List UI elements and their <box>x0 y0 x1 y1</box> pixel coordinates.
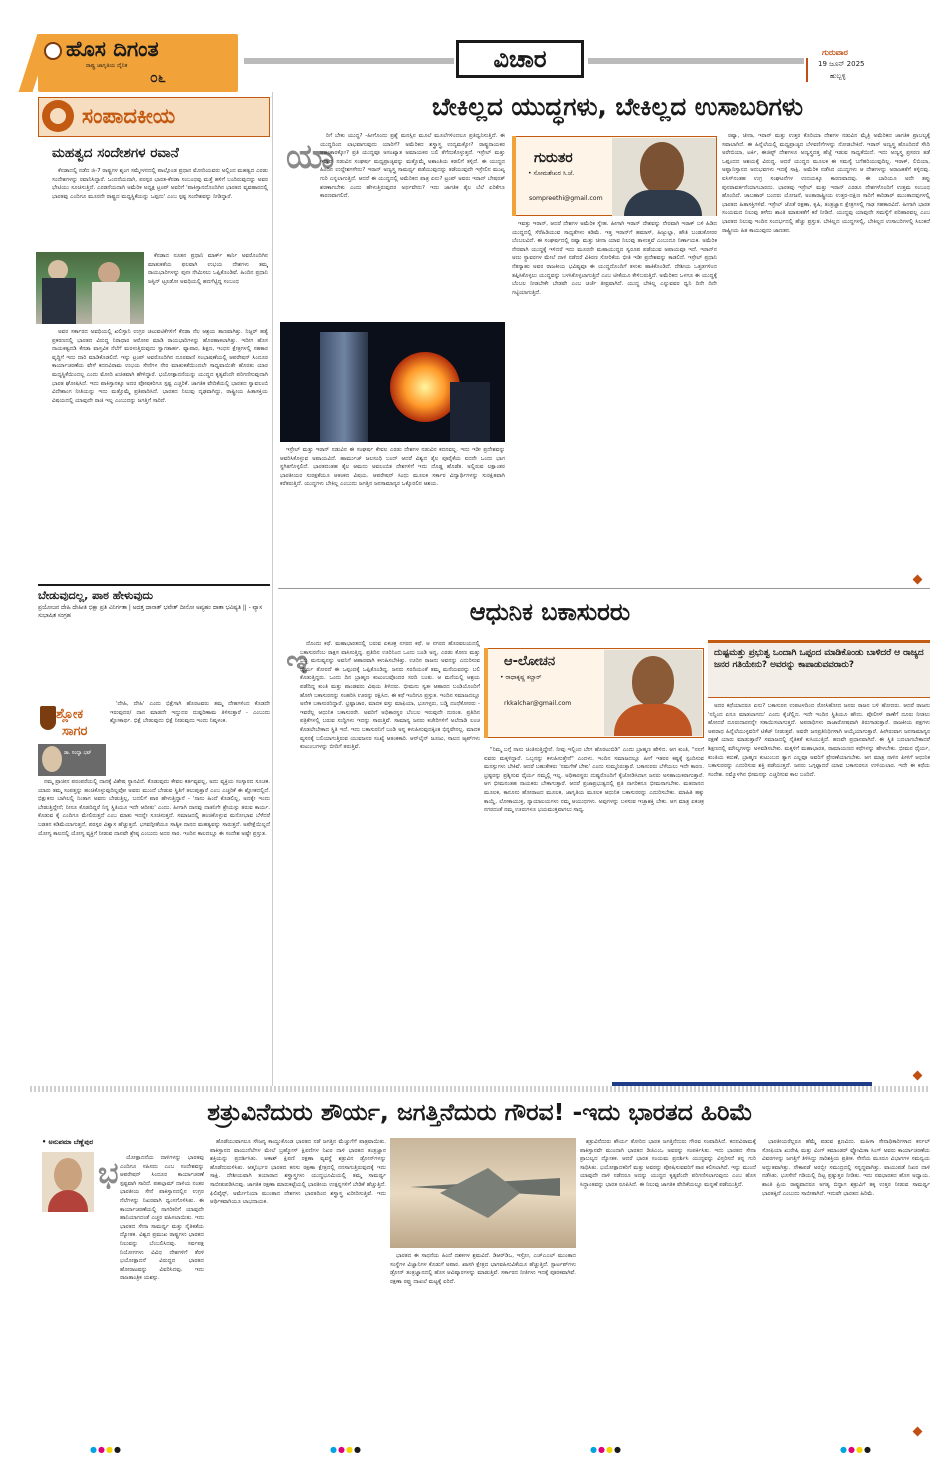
column-divider <box>272 92 273 1087</box>
editorial-headline: ಮಹತ್ವದ ಸಂದೇಶಗಳ ರವಾನೆ <box>52 145 179 161</box>
article-1-dropcap: ಯಾ <box>286 137 335 177</box>
issue-day: ಗುರುವಾರ <box>822 48 848 57</box>
author-name: • ರಾಧಾಕೃಷ್ಣ ಕಲ್ಚಾರ್ <box>500 674 542 681</box>
masthead-rule-left <box>244 58 454 64</box>
column-name: ಗುರುತರ <box>534 150 573 166</box>
author-name: • ಅನುಪಮಾ ಬೆಣ್ಣೆಪುರ <box>42 1138 94 1146</box>
shloka-verse: ಪ್ರಯೋಜನ ದೇಹಿ ದೇಹೀತಿ ಭಿಕ್ಷಾ ಪ್ರತಿ ವಿನಿರ್ಗತಾ | ಅದತ್ತ ದಾನಾತ್ ಭವೇತ್ ದೀನೋ ಅಪ್ಯಹಂ ದಾತಾ ಭವಿಷ್ಯತಿ || - ವ್ಯಾಸ ಸುಭಾಷಿತ ಸಂಗ್ರಹ <box>38 605 263 619</box>
article-1-column-3 <box>722 132 930 582</box>
editorial-text: ಕೆನಡಾದ ನೂತನ ಪ್ರಧಾನಿ ಮಾರ್ಕ್ ಕಾರ್ನಿ ಅವರೊಂದಿಗಿನ ಮಾತುಕತೆಯ ಫಲವಾಗಿ ಉಭಯ ದೇಶಗಳು ತಮ್ಮ ರಾಯಭಾರಿಗಳನ್ನು ಪುನಃ ನೇಮಿಸಲು ಒಪ್ಪಿಕೊಂಡಿವೆ. ಹಿಂದಿನ ಪ್ರಧಾನಿ ಜಸ್ಟಿನ್ ಟ್ರೂಡೋ ಅವಧಿಯಲ್ಲಿ ಹದಗೆಟ್ಟಿದ್ದ ಸಂಬಂಧ <box>148 253 268 285</box>
article-text: ಹೊಡೆಯುವಾಗಲೂ ಸೌಜನ್ಯ ಕಾಯ್ದುಕೊಂಡ ಭಾರತದ ನಡೆ ಜಗತ್ತಿನ ಮೆಚ್ಚುಗೆಗೆ ಪಾತ್ರವಾಯಿತು. ಪಾಕಿಸ್ತಾನದ ವಾಯುನೆಲೆಗಳ ಮೇಲೆ ಬ್ರಹ್ಮೋಸ್ ಕ್ಷಿಪಣಿಗಳ ನಿಖರ ದಾಳಿ ಭಾರತದ ತಂತ್ರಜ್ಞಾನ ಶಕ್ತಿಯನ್ನು ಪ್ರದರ್ಶಿಸಿತು. ಆಕಾಶ್ ಕ್ಷಿಪಣಿ ರಕ್ಷಣಾ ವ್ಯವಸ್ಥೆ ಶತ್ರುವಿನ ಡ್ರೋನ್‌ಗಳನ್ನು ಹೊಡೆದುರುಳಿಸಿತು. ಆತ್ಮನಿರ್ಭರ ಭಾರತದ ಕನಸು ರಕ್ಷಣಾ ಕ್ಷೇತ್ರದಲ್ಲಿ ನನಸಾಗುತ್ತಿರುವುದಕ್ಕೆ ಇದು ಸಾಕ್ಷಿ. ದೇಶೀಯವಾಗಿ ತಯಾರಾದ ಶಸ್ತ್ರಾಸ್ತ್ರಗಳು ಯುದ್ಧಭೂಮಿಯಲ್ಲಿ ತಮ್ಮ ಸಾಮರ್ಥ್ಯ ಸಾಬೀತುಪಡಿಸಿದವು. ಜಾಗತಿಕ ರಕ್ಷಣಾ ಮಾರುಕಟ್ಟೆಯಲ್ಲಿ ಭಾರತೀಯ ಉತ್ಪನ್ನಗಳಿಗೆ ಬೇಡಿಕೆ ಹೆಚ್ಚುತ್ತಿದೆ. ಫಿಲಿಪೈನ್ಸ್, ಅರ್ಮೇನಿಯಾ ಮುಂತಾದ ದೇಶಗಳು ಭಾರತದಿಂದ ಶಸ್ತ್ರಾಸ್ತ್ರ ಖರೀದಿಸುತ್ತಿವೆ. ಇದು ಆರ್ಥಿಕವಾಗಿಯೂ ಲಾಭದಾಯಕ. <box>210 1139 386 1206</box>
article-text: ಭಾರತೀಯರೆಲ್ಲರೂ ಹೆಮ್ಮೆ ಪಡುವ ಕ್ಷಣವಿದು. ಮಹಿಳಾ ಸೇನಾಧಿಕಾರಿಗಳಾದ ಕರ್ನಲ್ ಸೋಫಿಯಾ ಖುರೇಷಿ ಮತ್ತು ವಿಂಗ್ ಕಮಾಂಡರ್ ವ್ಯೋಮಿಕಾ ಸಿಂಗ್ ಅವರು ಕಾರ್ಯಾಚರಣೆಯ ವಿವರಗಳನ್ನು ಜಗತ್ತಿಗೆ ತಿಳಿಸಿದ್ದು ನಾರಿಶಕ್ತಿಯ ಪ್ರತೀಕ. ಸೇನೆಯ ಮೂರೂ ವಿಭಾಗಗಳ ಸಮನ್ವಯ ಅದ್ಭುತವಾಗಿತ್ತು. ನೌಕಾಪಡೆ ಅರಬ್ಬೀ ಸಮುದ್ರದಲ್ಲಿ ಸನ್ನದ್ಧವಾಗಿತ್ತು. ವಾಯುಪಡೆ ನಿಖರ ದಾಳಿ ನಡೆಸಿತು. ಭೂಸೇನೆ ಗಡಿಯಲ್ಲಿ ದಿಟ್ಟ ಪ್ರತ್ಯುತ್ತರ ನೀಡಿತು. ಇದು ನವಭಾರತದ ಹೊಸ ಅಧ್ಯಾಯ. ಶಾಂತಿ ಪ್ರಿಯ ರಾಷ್ಟ್ರವಾದರೂ ಅಗತ್ಯ ಬಿದ್ದಾಗ ಶತ್ರುವಿಗೆ ತಕ್ಕ ಉತ್ತರ ನೀಡುವ ಸಾಮರ್ಥ್ಯ ಭಾರತಕ್ಕಿದೆ ಎಂಬುದು ಸಾಬೀತಾಗಿದೆ. ಇದುವೇ ಭಾರತದ ಹಿರಿಮೆ. <box>762 1139 930 1197</box>
article-text: ದೊಂದು ಕಥೆ. ಮಹಾಭಾರತದಲ್ಲಿ ಬರುವ ಏಕಚಕ್ರ ನಗರದ ಕಥೆ. ಆ ನಗರದ ಹೊರವಲಯದಲ್ಲಿ ಬಕಾಸುರನೆಂಬ ರಾಕ್ಷಸ ವಾಸಿಸುತ್ತಿದ್ದ. ಪ್ರತಿದಿನ ಊರಿನಿಂದ ಒಂದು ಬಂಡಿ ಅನ್ನ, ಎರಡು ಕೋಣ ಮತ್ತು ಒಬ್ಬ ಮನುಷ್ಯನನ್ನು ಅವನಿಗೆ ಆಹಾರವಾಗಿ ಕಳುಹಿಸಬೇಕಿತ್ತು. ಊರಿನ ರಾಜನು ಅವನನ್ನು ಎದುರಿಸುವ ಧೈರ್ಯ ತೋರದೆ ಈ ಒಪ್ಪಂದಕ್ಕೆ ಒಪ್ಪಿಕೊಂಡಿದ್ದ. ಜನರು ಸರದಿಯಂತೆ ತಮ್ಮ ಮನೆಯವರನ್ನು ಬಲಿ ಕೊಡುತ್ತಿದ್ದರು. ಒಂದು ದಿನ ಬ್ರಾಹ್ಮಣ ಕುಟುಂಬವೊಂದರ ಸರದಿ ಬಂತು. ಆ ಮನೆಯಲ್ಲಿ ಆಶ್ರಯ ಪಡೆದಿದ್ದ ಕುಂತಿ ಮತ್ತು ಪಾಂಡವರು ವಿಷಯ ತಿಳಿದರು. ಭೀಮನು ಸ್ವತಃ ಆಹಾರದ ಬಂಡಿಯೊಂದಿಗೆ ಹೋಗಿ ಬಕಾಸುರನನ್ನು ಸಂಹರಿಸಿ ಊರನ್ನು ರಕ್ಷಿಸಿದ. ಈ ಕಥೆ ಇಂದಿಗೂ ಪ್ರಸ್ತುತ. ಇಂದಿನ ಸಮಾಜದಲ್ಲೂ ಅನೇಕ ಬಕಾಸುರರಿದ್ದಾರೆ. ಭ್ರಷ್ಟಾಚಾರ, ಮಾದಕ ವಸ್ತು ಮಾಫಿಯಾ, ಭೂಗಳ್ಳರು, ಬಡ್ಡಿ ದಂಧೆಕೋರರು - ಇವರೆಲ್ಲ ಆಧುನಿಕ ಬಕಾಸುರರೇ. ಅವರಿಗೆ ಅಧಿಕಾರಸ್ಥರ ಬೆಂಬಲ ಇರುವುದೇ ದುರಂತ. ಪ್ರತಿದಿನ ಪತ್ರಿಕೆಗಳಲ್ಲಿ ಬರುವ ಸುದ್ದಿಗಳು ಇದನ್ನು ಸಾರುತ್ತಿವೆ. ಸಾಮಾನ್ಯ ಜನರು ಕಚೇರಿಗಳಿಗೆ ಅಲೆದಾಡಿ ಲಂಚ ಕೊಡಲೇಬೇಕಾದ ಸ್ಥಿತಿ ಇದೆ. ಇದು ಬಕಾಸುರನಿಗೆ ಬಂಡಿ ಅನ್ನ ಕಳುಹಿಸುವುದಕ್ಕಿಂತ ಭಿನ್ನವೇನಲ್ಲ. ಮಾದಕ ವ್ಯಸನಕ್ಕೆ ಬಲಿಯಾಗುತ್ತಿರುವ ಯುವಜನರ ಸಂಖ್ಯೆ ಆತಂಕಕಾರಿ. ಆನ್‌ಲೈನ್ ಜೂಜು, ಸಾಲದ ಆ್ಯಪ್‌ಗಳು ಕುಟುಂಬಗಳನ್ನು ಬೀದಿಗೆ ತರುತ್ತಿವೆ. <box>300 641 480 751</box>
author-name: • ಸೋಮಶೇಖರ ಸಿ.ಜೆ. <box>528 170 575 177</box>
shloka-text: 'ದೇಹಿ, ದೇಹಿ' ಎಂದು ಭಿಕ್ಷೆಗಾಗಿ ಹೊರಟವರು ತಮ್ಮ ದೇಹಗಳಿಂದ ಕೊಡದೇ ಇರುವುದರ/ ದಾನ ಮಾಡದೇ ಇದ್ದುದರ ದುಷ್ಪರಿಣಾಮ ತಿಳಿಸುತ್ತಾರೆ - ಎಂಬುದು ಶ್ಲೋಕಾರ್ಥ. ಭಿಕ್ಷೆ ಬೇಡುವುದು ಭಿಕ್ಷೆ ನೀಡುವುದು ಇಂದು ನಿಷ್ಕಳಂಕ. <box>110 701 270 725</box>
section-title: ವಿಚಾರ <box>493 44 547 73</box>
column-name: ಆ-ಲೋಚನ <box>504 654 556 669</box>
masthead <box>0 0 945 92</box>
editorial-text: ಅವರ ಸರ್ಕಾರದ ಅವಧಿಯಲ್ಲಿ ಖಲಿಸ್ತಾನಿ ಉಗ್ರರ ಚಟುವಟಿಕೆಗಳಿಗೆ ಕೆನಡಾ ನೆಲ ಆಶ್ರಯ ತಾಣವಾಗಿತ್ತು. ನಿಜ್ಜರ್ ಹತ್ಯೆ ಪ್ರಕರಣದಲ್ಲಿ ಭಾರತದ ವಿರುದ್ಧ ನಿರಾಧಾರ ಆರೋಪ ಮಾಡಿ ರಾಯಭಾರಿಗಳನ್ನು ಹೊರಹಾಕಲಾಗಿತ್ತು. ಇದೀಗ ಹೊಸ ನಾಯಕತ್ವದಡಿ ಕೆನಡಾ ವಾಸ್ತವಿಕ ನೆಲೆಗೆ ಮರಳುತ್ತಿರುವುದು ಸ್ವಾಗತಾರ್ಹ. ವ್ಯಾಪಾರ, ಶಿಕ್ಷಣ, ಇಂಧನ ಕ್ಷೇತ್ರಗಳಲ್ಲಿ ಸಹಕಾರ ವೃದ್ಧಿಗೆ ಇದು ದಾರಿ ಮಾಡಿಕೊಡಲಿದೆ. ಇನ್ನು ಟ್ರಂಪ್ ಅವರೊಂದಿಗಿನ ದೂರವಾಣಿ ಸಂಭಾಷಣೆಯಲ್ಲಿ ಆಪರೇಷನ್ ಸಿಂದೂರ ಕಾರ್ಯಾಚರಣೆಯ ವೇಳೆ ಕದನವಿರಾಮ ಉಭಯ ಸೇನೆಗಳ ನೇರ ಮಾತುಕತೆಯಿಂದಲೇ ಸಾಧ್ಯವಾಯಿತೇ ಹೊರತು ಯಾರ ಮಧ್ಯಸ್ಥಿಕೆಯಿಂದಲ್ಲ ಎಂದು ಮೋದಿ ಖಚಿತವಾಗಿ ಹೇಳಿದ್ದಾರೆ. ಭಯೋತ್ಪಾದನೆಯನ್ನು ಯುದ್ಧದ ಕೃತ್ಯವೆಂದೇ ಪರಿಗಣಿಸುವುದಾಗಿ ಭಾರತ ಘೋಷಿಸಿದೆ. ಇದು ಪಾಕಿಸ್ತಾನಕ್ಕೂ ಅದರ ಪೋಷಕರಿಗೂ ಸ್ಪಷ್ಟ ಎಚ್ಚರಿಕೆ. ಜಾಗತಿಕ ವೇದಿಕೆಯಲ್ಲಿ ಭಾರತದ ಸ್ವಾವಲಂಬಿ ವಿದೇಶಾಂಗ ನೀತಿಯನ್ನು ಇದು ಮತ್ತೊಮ್ಮೆ ಪ್ರತಿಪಾದಿಸಿದೆ. ಭಾರತದ ನಿಲುವು ದೃಢವಾಗಿದ್ದು, ರಾಷ್ಟ್ರೀಯ ಹಿತಾಸಕ್ತಿಯ ವಿಷಯದಲ್ಲಿ ಯಾವುದೇ ರಾಜಿ ಇಲ್ಲ ಎಂಬುದನ್ನು ಜಗತ್ತಿಗೆ ಸಾರಿದೆ. <box>52 329 268 404</box>
shloka-author-name: ಡಾ. ಸಂಧ್ಯಾ ಭಟ್ <box>64 751 92 756</box>
editorial-paragraph-2 <box>148 252 268 326</box>
article-text: ರಿಗೆ ಬೇಕು ಯುದ್ಧ? -ಹೀಗೊಂದು ಪ್ರಶ್ನೆ ಮನಸ್ಸಿನ ಮೂಲೆ ಮೂಲೆಗಳಿಂದಲೂ ಪ್ರತಿಧ್ವನಿಸುತ್ತಿದೆ. ಈ ಯುದ್ಧದಿಂದ ಲಾಭವಾಗುವುದು ಯಾರಿಗೆ? ಅಮೆರಿಕದ ಶಸ್ತ್ರಾಸ್ತ್ರ ಉದ್ಯಮಕ್ಕೋ? ರಾಷ್ಟ್ರನಾಯಕರ ಅಹಂಕಾರಕ್ಕೋ? ಪ್ರತಿ ಯುದ್ಧವೂ ಅಸಂಖ್ಯಾತ ಅಮಾಯಕರ ಬಲಿ ತೆಗೆದುಕೊಳ್ಳುತ್ತದೆ. ಇಸ್ರೇಲ್ ಮತ್ತು ಇರಾನ್ ನಡುವಿನ ಸಂಘರ್ಷ ಮಧ್ಯಪ್ರಾಚ್ಯವನ್ನು ಮತ್ತೊಮ್ಮೆ ಅಶಾಂತಿಯ ಕಡಲಿಗೆ ತಳ್ಳಿದೆ. ಈ ಯುದ್ಧದ ಹಿಂದಿನ ಉದ್ದೇಶಗಳೇನು? ಇರಾನ್ ಅಣ್ವಸ್ತ್ರ ಸಾಮರ್ಥ್ಯ ಪಡೆಯುವುದನ್ನು ತಡೆಯುವುದೇ ಇಸ್ರೇಲಿನ ಮುಖ್ಯ ಗುರಿ ಎನ್ನಲಾಗುತ್ತಿದೆ. ಆದರೆ ಈ ಯುದ್ಧದಲ್ಲಿ ಅಮೆರಿಕದ ಪಾತ್ರ ಏನು? ಟ್ರಂಪ್ ಅವರು ಇರಾನ್ ಬೇಷರತ್ ಶರಣಾಗಬೇಕು ಎಂದು ಹೇಳುತ್ತಿರುವುದರ ಅರ್ಥವೇನು? ಇದು ಜಾಗತಿಕ ತೈಲ ಬೆಲೆ ಏರಿಕೆಗೂ ಕಾರಣವಾಗಲಿದೆ. <box>320 133 505 200</box>
author-photo <box>612 138 716 216</box>
shloka-title-1: ಶ್ಲೋಕ <box>56 707 84 722</box>
article-3-column-3 <box>390 1252 576 1434</box>
article-text: ಶತ್ರುವಿನೆದುರು ಶೌರ್ಯ ತೋರಿದ ಭಾರತ ಜಗತ್ತಿನೆದುರು ಗೌರವ ಸಂಪಾದಿಸಿದೆ. ಕದನವಿರಾಮಕ್ಕೆ ಪಾಕಿಸ್ತಾನವೇ ಮುಂದಾಗಿ ಭಾರತದ ಡಿಜಿಎಂಒ ಅವರನ್ನು ಸಂಪರ್ಕಿಸಿತು. ಇದು ಭಾರತದ ಸೇನಾ ಪ್ರಾಬಲ್ಯದ ದ್ಯೋತಕ. ಆದರೆ ಭಾರತ ಸಂಯಮ ಪ್ರದರ್ಶಿಸಿ ಯುದ್ಧವನ್ನು ವಿಸ್ತರಿಸದೆ ತನ್ನ ಗುರಿ ಸಾಧಿಸಿತು. ಭಯೋತ್ಪಾದಕರಿಗೆ ಮತ್ತು ಅವರನ್ನು ಪೋಷಿಸುವವರಿಗೆ ಪಾಠ ಕಲಿಸಲಾಗಿದೆ. ಇನ್ನು ಮುಂದೆ ಯಾವುದೇ ದಾಳಿ ನಡೆದರೂ ಅದನ್ನು ಯುದ್ಧದ ಕೃತ್ಯವೆಂದೇ ಪರಿಗಣಿಸಲಾಗುವುದು ಎಂಬ ಹೊಸ ಸಿದ್ಧಾಂತವನ್ನು ಭಾರತ ರೂಪಿಸಿದೆ. ಈ ನಿಲುವು ಜಾಗತಿಕ ವೇದಿಕೆಯಲ್ಲೂ ಮನ್ನಣೆ ಪಡೆಯುತ್ತಿದೆ. <box>580 1139 756 1188</box>
article-3-column-1 <box>40 1154 204 1434</box>
article-text: ಯೋತ್ಪಾದನೆಯ ದಾಳಿಗಳನ್ನು ಭಾರತವು ಎಂದಿಗೂ ಸಹಿಸದು ಎಂಬ ಸಂದೇಶವನ್ನು ಆಪರೇಷನ್ ಸಿಂದೂರ ಕಾರ್ಯಾಚರಣೆ ಸ್ಪಷ್ಟವಾಗಿ ಸಾರಿದೆ. ಪಹಲ್ಗಾಮ್ ದಾಳಿಯ ನಂತರ ಭಾರತೀಯ ಸೇನೆ ಪಾಕಿಸ್ತಾನದಲ್ಲಿನ ಉಗ್ರರ ನೆಲೆಗಳನ್ನು ನಿಖರವಾಗಿ ಧ್ವಂಸಗೊಳಿಸಿತು. ಈ ಕಾರ್ಯಾಚರಣೆಯಲ್ಲಿ ನಾಗರಿಕರಿಗೆ ಯಾವುದೇ ಹಾನಿಯಾಗದಂತೆ ಎಚ್ಚರ ವಹಿಸಲಾಯಿತು. ಇದು ಭಾರತದ ಸೇನಾ ಸಾಮರ್ಥ್ಯ ಮತ್ತು ನೈತಿಕತೆಯ ದ್ಯೋತಕ. ವಿಶ್ವದ ಪ್ರಮುಖ ರಾಷ್ಟ್ರಗಳು ಭಾರತದ ನಿಲುವನ್ನು ಬೆಂಬಲಿಸಿದವು. ಸರ್ವಪಕ್ಷ ನಿಯೋಗಗಳು ವಿವಿಧ ದೇಶಗಳಿಗೆ ತೆರಳಿ ಭಯೋತ್ಪಾದನೆ ವಿರುದ್ಧದ ಭಾರತದ ಹೋರಾಟವನ್ನು ವಿವರಿಸಿದವು. ಇದು ರಾಜತಾಂತ್ರಿಕ ಯಶಸ್ಸು. <box>120 1155 204 1282</box>
shloka-headline: ಬೇಡುವುದಲ್ಲ, ಪಾಠ ಹೇಳುವುದು <box>38 584 270 603</box>
editorial-paragraph-3 <box>52 328 268 580</box>
shloka-text-right <box>110 700 270 776</box>
article-3-headline: ಶತ್ರುವಿನೆದುರು ಶೌರ್ಯ, ಜಗತ್ತಿನೆದುರು ಗೌರವ! -ಇದು ಭಾರತದ ಹಿರಿಮೆ <box>207 1098 753 1126</box>
article-1-column-1 <box>280 132 505 320</box>
article-text: ಅದರ ಕಥೆಯಾದರೂ ಏನು? ಬಕಾಸುರನ ಉಪಟಳದಿಂದ ರೋಸಿಹೋದ ಜನರು ರಾಜನ ಬಳಿ ಹೋದರು. ಆದರೆ ರಾಜನು 'ನನ್ನಿಂದ ಏನೂ ಮಾಡಲಾಗದು' ಎಂದು ಕೈಚೆಲ್ಲಿದ. ಇದೇ ಇಂದಿನ ಸ್ಥಿತಿಯೂ ಹೌದು. ಪೊಲೀಸ್ ಠಾಣೆಗೆ ದೂರು ನೀಡಲು ಹೋದರೆ ದೂರುದಾರನನ್ನೇ ಸತಾಯಿಸಲಾಗುತ್ತದೆ. ಅಪರಾಧಿಗಳು ರಾಜಾರೋಷವಾಗಿ ತಿರುಗಾಡುತ್ತಾರೆ. ರಾಜಕೀಯ ಪಕ್ಷಗಳು ಅಪರಾಧ ಹಿನ್ನೆಲೆಯುಳ್ಳವರಿಗೆ ಟಿಕೆಟ್ ನೀಡುತ್ತವೆ. ಅವರೇ ಜನಪ್ರತಿನಿಧಿಗಳಾಗಿ ಆಯ್ಕೆಯಾಗುತ್ತಾರೆ. ಹೀಗಿರುವಾಗ ಜನಸಾಮಾನ್ಯರ ರಕ್ಷಣೆ ಯಾರು ಮಾಡುತ್ತಾರೆ? ಸಮಾಜದಲ್ಲಿ ನೈತಿಕತೆ ಕುಸಿಯುತ್ತಿದೆ. ಹಣವೇ ಪ್ರಧಾನವಾಗಿದೆ. ಈ ಸ್ಥಿತಿ ಬದಲಾಗಬೇಕಾದರೆ ಶಿಕ್ಷಣದಲ್ಲಿ ಮೌಲ್ಯಗಳನ್ನು ಅಳವಡಿಸಬೇಕು. ಮಕ್ಕಳಿಗೆ ಮಹಾಭಾರತ, ರಾಮಾಯಣದ ಕಥೆಗಳನ್ನು ಹೇಳಬೇಕು. ಭೀಮನ ಧೈರ್ಯ, ಕುಂತಿಯ ಕರುಣೆ, ಬ್ರಾಹ್ಮಣ ಕುಟುಂಬದ ತ್ಯಾಗ ಎಲ್ಲವೂ ಅವರಿಗೆ ಪ್ರೇರಣೆಯಾಗಬೇಕು. ಆಗ ಮಾತ್ರ ನಾಳಿನ ಪೀಳಿಗೆ ಆಧುನಿಕ ಬಕಾಸುರರನ್ನು ಎದುರಿಸುವ ಶಕ್ತಿ ಪಡೆಯುತ್ತದೆ. ಜನರು ಒಗ್ಗಟ್ಟಾದರೆ ಯಾವ ಬಕಾಸುರನೂ ಉಳಿಯಲಾರ. ಇದೇ ಈ ಕಥೆಯ ಸಂದೇಶ. ನಮ್ಮೊಳಗಿನ ಭೀಮನನ್ನು ಎಚ್ಚರಿಸುವ ಕಾಲ ಬಂದಿದೆ. <box>708 703 930 778</box>
date-divider <box>806 58 808 82</box>
section-rule-blue <box>612 1082 872 1086</box>
logo-title: ಹೊಸ ದಿಗಂತ <box>66 37 159 61</box>
logo-tagline: ರಾಷ್ಟ್ರ ಜಾಗೃತಿಯ ದೈನಿಕ <box>86 63 128 69</box>
shloka-author-avatar <box>42 746 62 772</box>
ink-pot-icon <box>40 706 56 730</box>
pull-quote: ದುಷ್ಟಮತ್ತು ಪ್ರಭುತ್ವ ಒಂದಾಗಿ ಒಪ್ಪಂದ ಮಾಡಿಕೊಂಡು ಬಾಳಿದರೆ ಆ ರಾಜ್ಯದ ಜನರ ಗತಿಯೇನು? ಅವರನ್ನು ಕಾಪಾಡುವವರಾರು? <box>708 640 930 698</box>
shloka-title-2: ಸಾಗರ <box>62 724 88 739</box>
article-1-column-1b <box>280 446 505 582</box>
article-3-dropcap: ಭ <box>98 1156 119 1191</box>
page-number: ೦೬ <box>150 70 166 86</box>
issue-city: ಹುಬ್ಬಳ್ಳಿ <box>830 72 846 80</box>
article-text: ಇಸ್ರೇಲ್ ಮತ್ತು ಇರಾನ್ ನಡುವಿನ ಈ ಸಂಘರ್ಷ ಕೇವಲ ಎರಡು ದೇಶಗಳ ನಡುವಿನ ಕದನವಲ್ಲ. ಇದು ಇಡೀ ಪ್ರದೇಶವನ್ನು ಆವರಿಸಿಕೊಳ್ಳುವ ಅಪಾಯವಿದೆ. ಹಾರ್ಮುಜ್ ಜಲಸಂಧಿ ಬಂದ್ ಆದರೆ ವಿಶ್ವದ ತೈಲ ಪೂರೈಕೆಯ ಐದನೇ ಒಂದು ಭಾಗ ಸ್ಥಗಿತಗೊಳ್ಳಲಿದೆ. ಭಾರತದಂತಹ ತೈಲ ಆಮದು ಅವಲಂಬಿತ ದೇಶಗಳಿಗೆ ಇದು ದೊಡ್ಡ ಹೊಡೆತ. ಅಲ್ಲಿರುವ ಲಕ್ಷಾಂತರ ಭಾರತೀಯರ ಸುರಕ್ಷತೆಯೂ ಆತಂಕದ ವಿಷಯ. ಆಪರೇಷನ್ ಸಿಂಧು ಮೂಲಕ ಸರ್ಕಾರ ವಿದ್ಯಾರ್ಥಿಗಳನ್ನು ಸುರಕ್ಷಿತವಾಗಿ ಕರೆತರುತ್ತಿದೆ. ಯುದ್ಧಗಳು ಬೇಕಿಲ್ಲ ಎಂಬುದು ಜಗತ್ತಿನ ಜನಸಾಮಾನ್ಯರ ಒಕ್ಕೊರಲಿನ ಆಶಯ. <box>280 447 505 488</box>
article-text: ಭಾರತದ ಈ ಸಾಧನೆಯ ಹಿಂದೆ ದಶಕಗಳ ಶ್ರಮವಿದೆ. ಡಿಆರ್‌ಡಿಒ, ಇಸ್ರೋ, ಎಚ್‌ಎಎಲ್ ಮುಂತಾದ ಸಂಸ್ಥೆಗಳ ವಿಜ್ಞಾನಿಗಳ ಕೊಡುಗೆ ಅಪಾರ. ಖಾಸಗಿ ಕ್ಷೇತ್ರದ ಭಾಗವಹಿಸುವಿಕೆಯೂ ಹೆಚ್ಚುತ್ತಿದೆ. ಸ್ಟಾರ್ಟಪ್‌ಗಳು ಡ್ರೋನ್ ತಂತ್ರಜ್ಞಾನದಲ್ಲಿ ಹೊಸ ಆವಿಷ್ಕಾರಗಳನ್ನು ಮಾಡುತ್ತಿವೆ. ಸರ್ಕಾರದ ನೀತಿಗಳು ಇದಕ್ಕೆ ಪೂರಕವಾಗಿವೆ. ರಕ್ಷಣಾ ರಫ್ತು ದಾಖಲೆ ಮಟ್ಟಕ್ಕೆ ಏರಿದೆ. <box>390 1253 576 1285</box>
byline-accent <box>512 136 516 216</box>
section-rule-dotted <box>30 1086 930 1092</box>
logo-emblem-icon <box>44 42 62 60</box>
article-3-column-4 <box>580 1138 756 1434</box>
shloka-text: ನಮ್ಮ ಪ್ರಾಚೀನ ಪರಂಪರೆಯಲ್ಲಿ ದಾನಕ್ಕೆ ವಿಶೇಷ ಸ್ಥಾನವಿದೆ. ಕೊಡುವುದು ಕೇವಲ ಕರ್ತವ್ಯವಲ್ಲ, ಅದು ವ್ಯಕ್ತಿಯ ಸಂಸ್ಕಾರದ ಸೂಚಕ. ಯಾರು ತಮ್ಮ ಸಂಪತ್ತನ್ನು ಹಂಚಿಕೊಳ್ಳುವುದಿಲ್ಲವೋ ಅವರು ಮುಂದೆ ಬೇಡುವ ಸ್ಥಿತಿಗೆ ತಲುಪುತ್ತಾರೆ ಎಂಬ ಎಚ್ಚರಿಕೆ ಈ ಶ್ಲೋಕದಲ್ಲಿದೆ. ಭಿಕ್ಷುಕನು ಬಾಗಿಲಲ್ಲಿ ನಿಂತಾಗ ಅವನು ಬೇಡುತ್ತಿಲ್ಲ, ಬದಲಿಗೆ ಪಾಠ ಹೇಳುತ್ತಿದ್ದಾನೆ - 'ನಾನು ಹಿಂದೆ ಕೊಡಲಿಲ್ಲ, ಅದಕ್ಕೇ ಇಂದು ಬೇಡುತ್ತಿದ್ದೇನೆ; ನೀನೂ ಕೊಡದಿದ್ದರೆ ನಿನ್ನ ಸ್ಥಿತಿಯೂ ಇದೇ ಆದೀತು' ಎಂದು. ಹೀಗಾಗಿ ದಾನವು ದಾತನಿಗೇ ಶ್ರೇಯಸ್ಸು ತರುವ ಕಾರ್ಯ. ಕೊಡುವ ಕೈ ಎಂದಿಗೂ ಮೇಲಿರುತ್ತದೆ ಎಂಬ ಮಾತು ಇದನ್ನೇ ಸೂಚಿಸುತ್ತದೆ. ಸಮಾಜದಲ್ಲಿ ಹಂಚಿಕೊಳ್ಳುವ ಮನೋಭಾವ ಬೆಳೆದರೆ ಬಡತನ ಕಡಿಮೆಯಾಗುತ್ತದೆ, ಪರಸ್ಪರ ವಿಶ್ವಾಸ ಹೆಚ್ಚುತ್ತದೆ. ಭಗವದ್ಗೀತೆಯೂ ಸಾತ್ವಿಕ ದಾನದ ಮಹತ್ವವನ್ನು ಸಾರುತ್ತದೆ. ಅಪೇಕ್ಷೆಯಿಲ್ಲದೆ ಯೋಗ್ಯ ಕಾಲದಲ್ಲಿ ಯೋಗ್ಯ ವ್ಯಕ್ತಿಗೆ ನೀಡುವ ದಾನವೇ ಶ್ರೇಷ್ಠ ಎಂಬುದು ಅದರ ಸಾರ. ಇಂದಿನ ಕಾಲದಲ್ಲೂ ಈ ಸಂದೇಶ ಅಷ್ಟೇ ಪ್ರಸ್ತುತ. <box>38 779 270 837</box>
color-registration-mark: ●●●● <box>590 1445 622 1454</box>
article-2-column-1 <box>280 640 480 1080</box>
byline-accent <box>484 648 488 738</box>
editorial-label: ಸಂಪಾದಕೀಯ <box>82 104 176 128</box>
article-text: "ನಿಮ್ಮ ಬಗ್ಗೆ ನಾನು ಚಿಂತಿಸುತ್ತಿದ್ದೇನೆ. ನೀವು ಇಲ್ಲಿಂದ ಬೇಗ ಹೊರಟುಬಿಡಿ" ಎಂದು ಬ್ರಾಹ್ಮಣ ಹೇಳಿದ. ಆಗ ಕುಂತಿ, "ನನಗೆ ಐವರು ಮಕ್ಕಳಿದ್ದಾರೆ. ಒಬ್ಬನನ್ನು ಕಳುಹಿಸುತ್ತೇನೆ" ಎಂದಳು. ಇಂದಿನ ಸಮಾಜದಲ್ಲೂ ಹೀಗೆ ಇತರರ ಕಷ್ಟಕ್ಕೆ ಸ್ಪಂದಿಸುವ ಮನಸ್ಸುಗಳು ಬೇಕಿವೆ. ಆದರೆ ಬಹುತೇಕರು 'ನಮಗೇಕೆ ಬೇಕು' ಎಂದು ಸುಮ್ಮನಿರುತ್ತಾರೆ. ಬಕಾಸುರರು ಬೆಳೆಯಲು ಇದೇ ಕಾರಣ. ಭ್ರಷ್ಟರನ್ನು ಪ್ರಶ್ನಿಸುವ ಧೈರ್ಯ ನಮ್ಮಲ್ಲಿ ಇಲ್ಲ. ಅಧಿಕಾರಸ್ಥರು ದುಷ್ಟರೊಂದಿಗೆ ಕೈಜೋಡಿಸಿದಾಗ ಜನರು ಅಸಹಾಯಕರಾಗುತ್ತಾರೆ. ಆಗ ಭೀಮನಂತಹ ನಾಯಕರು ಬೇಕಾಗುತ್ತಾರೆ. ಆದರೆ ಪ್ರಜಾಪ್ರಭುತ್ವದಲ್ಲಿ ಪ್ರತಿ ನಾಗರಿಕನೂ ಭೀಮನಾಗಬೇಕು. ಮತದಾನದ ಮೂಲಕ, ಕಾನೂನು ಹೋರಾಟದ ಮೂಲಕ, ಜಾಗೃತಿಯ ಮೂಲಕ ಆಧುನಿಕ ಬಕಾಸುರರನ್ನು ಎದುರಿಸಬೇಕು. ಮಾಹಿತಿ ಹಕ್ಕು ಕಾಯ್ದೆ, ಲೋಕಾಯುಕ್ತ, ನ್ಯಾಯಾಲಯಗಳು ನಮ್ಮ ಆಯುಧಗಳು. ಅವುಗಳನ್ನು ಬಳಸುವ ಇಚ್ಛಾಶಕ್ತಿ ಬೇಕು. ಆಗ ಮಾತ್ರ ಏಕಚಕ್ರ ನಗರದಂತೆ ನಮ್ಮ ಊರುಗಳೂ ಭಯಮುಕ್ತವಾಗಲು ಸಾಧ್ಯ. <box>484 747 704 814</box>
article-2-column-2 <box>484 746 704 1080</box>
article-1-photo <box>280 322 505 442</box>
color-registration-mark: ●●●● <box>90 1445 122 1454</box>
article-text: ಇವತ್ತು ಇರಾನ್, ಆದರೆ ದೇಶಗಳ ಅಮೆರಿಕ ಸ್ನೇಹ. ಹೀಗಾಗಿ ಇರಾನ್ ದೇಶವನ್ನು ನೇರವಾಗಿ ಇರಾಕ್ ಬಳಿ ಹಿಡಿದ ಯುದ್ಧದಲ್ಲಿ ಸೆರೆಹಿಡಿಯುವ ಸಾಧ್ಯತೆಗಳು ಕಡಿಮೆ. ಇತ್ತ ಇರಾನ್‌ಗೆ ಹಮಾಸ್, ಹಿಜ್ಬುಲ್ಲಾ, ಹೌತಿ ಬಂಡುಕೋರರ ಬೆಂಬಲವಿದೆ. ಈ ಸಂಘರ್ಷದಲ್ಲಿ ರಷ್ಯಾ ಮತ್ತು ಚೀನಾ ಯಾವ ನಿಲುವು ತಾಳುತ್ತವೆ ಎಂಬುದೂ ನಿರ್ಣಾಯಕ. ಅಮೆರಿಕ ನೇರವಾಗಿ ಯುದ್ಧಕ್ಕೆ ಇಳಿದರೆ ಇದು ಮೂರನೇ ಮಹಾಯುದ್ಧದ ಸ್ವರೂಪ ಪಡೆಯುವ ಅಪಾಯವೂ ಇದೆ. ಇರಾನ್‌ನ ಅಣು ಸ್ಥಾವರಗಳ ಮೇಲೆ ದಾಳಿ ನಡೆದರೆ ವಿಕಿರಣ ಸೋರಿಕೆಯ ಭೀತಿ ಇಡೀ ಪ್ರದೇಶವನ್ನು ಕಾಡಲಿದೆ. ಇಸ್ರೇಲ್ ಪ್ರಧಾನಿ ನೆತನ್ಯಾಹು ಅವರ ರಾಜಕೀಯ ಭವಿಷ್ಯವೂ ಈ ಯುದ್ಧದೊಂದಿಗೆ ತಳುಕು ಹಾಕಿಕೊಂಡಿದೆ. ದೇಶೀಯ ಒತ್ತಡಗಳಿಂದ ತಪ್ಪಿಸಿಕೊಳ್ಳಲು ಯುದ್ಧವನ್ನು ಬಳಸಿಕೊಳ್ಳಲಾಗುತ್ತಿದೆ ಎಂಬ ಟೀಕೆಯೂ ಕೇಳಿಬರುತ್ತಿದೆ. ಅಮೆರಿಕದ ಒಳಗೂ ಈ ಯುದ್ಧಕ್ಕೆ ಬೆಂಬಲ ನೀಡಬೇಕೇ ಬೇಡವೇ ಎಂಬ ಚರ್ಚೆ ತೀವ್ರವಾಗಿದೆ. ಯುದ್ಧ ಬೇಕಿಲ್ಲ ಎನ್ನುವವರ ಧ್ವನಿ ದಿನೇ ದಿನೇ ಗಟ್ಟಿಯಾಗುತ್ತಿದೆ. <box>512 221 717 296</box>
editorial-text: ಕೆನಡಾದಲ್ಲಿ ನಡೆದ ಜಿ-7 ರಾಷ್ಟ್ರಗಳ ಶೃಂಗ ಸಮ್ಮೇಳನದಲ್ಲಿ ಪಾಲ್ಗೊಂಡ ಪ್ರಧಾನ ಮೋದಿಯವರು ಅಲ್ಲಿಂದ ಮಹತ್ವದ ಎರಡು ಸಂದೇಶಗಳನ್ನು ರವಾನಿಸಿದ್ದಾರೆ. ಒಂದನೆಯದಾಗಿ, ಪರಸ್ಪರ ಭಾರತ-ಕೆನಡಾ ಸಂಬಂಧವು ಮತ್ತೆ ಹಳಿಗೆ ಬಂದಿರುವುದನ್ನು ಅವರ ಭೇಟಿಯು ಸೂಚಿಸುತ್ತಿದೆ. ಎರಡನೆಯದಾಗಿ ಅಮೆರಿಕ ಅಧ್ಯಕ್ಷ ಟ್ರಂಪ್ ಅವರಿಗೆ 'ಪಾಕಿಸ್ತಾನದೊಂದಿಗಿನ ಭಾರತದ ವ್ಯವಹಾರದಲ್ಲಿ ಭಾರತವು ಎಂದಿಗೂ ಮೂರನೇ ರಾಷ್ಟ್ರದ ಮಧ್ಯಸ್ಥಿಕೆಯನ್ನು ಒಪ್ಪದು' ಎಂಬ ಸ್ಪಷ್ಟ ಸಂದೇಶವನ್ನು ನೀಡಿದ್ದಾರೆ. <box>52 168 268 200</box>
color-registration-mark: ●●●● <box>330 1445 362 1454</box>
issue-date: 19 ಜೂನ್ 2025 <box>818 60 865 68</box>
color-registration-mark: ●●●● <box>840 1445 872 1454</box>
article-2-dropcap: ಇ <box>286 642 309 682</box>
editorial-paragraph-1 <box>52 167 268 251</box>
article-1-headline: ಬೇಕಿಲ್ಲದ ಯುದ್ಧಗಳು, ಬೇಕಿಲ್ಲದ ಉಸಾಬರಿಗಳು <box>431 92 803 121</box>
shloka-text-bottom <box>38 778 270 1078</box>
article-1-column-2 <box>512 220 717 582</box>
editorial-emblem-inner <box>50 108 66 124</box>
article-2-headline: ಆಧುನಿಕ ಬಕಾಸುರರು <box>469 598 631 626</box>
article-text: ರಷ್ಯಾ, ಚೀನಾ, ಇರಾನ್ ಮತ್ತು ಉತ್ತರ ಕೊರಿಯಾ ದೇಶಗಳ ನಡುವಿನ ಮೈತ್ರಿ ಅಮೆರಿಕದ ಜಾಗತಿಕ ಪ್ರಾಬಲ್ಯಕ್ಕೆ ಸವಾಲಾಗಿದೆ. ಈ ಹಿನ್ನೆಲೆಯಲ್ಲಿ ಮಧ್ಯಪ್ರಾಚ್ಯದ ಬೆಳವಣಿಗೆಗಳನ್ನು ನೋಡಬೇಕಿದೆ. ಇರಾನ್ ಅಣ್ವಸ್ತ್ರ ಹೊಂದಿದರೆ ಸೌದಿ ಅರೇಬಿಯಾ, ಟರ್ಕಿ, ಈಜಿಪ್ಟ್ ದೇಶಗಳೂ ಅಣ್ವಸ್ತ್ರದತ್ತ ಹೆಜ್ಜೆ ಇಡುವ ಸಾಧ್ಯತೆಯಿದೆ. ಇದು ಅಣ್ವಸ್ತ್ರ ಪ್ರಸರಣ ತಡೆ ಒಪ್ಪಂದದ ಆಶಯಕ್ಕೆ ವಿರುದ್ಧ. ಆದರೆ ಯುದ್ಧದ ಮೂಲಕ ಈ ಸಮಸ್ಯೆ ಬಗೆಹರಿಯುವುದಿಲ್ಲ. ಇರಾಕ್, ಲಿಬಿಯಾ, ಅಫ್ಘಾನಿಸ್ತಾನದ ಅನುಭವಗಳು ಇದಕ್ಕೆ ಸಾಕ್ಷಿ. ಅಮೆರಿಕ ನಡೆಸಿದ ಯುದ್ಧಗಳು ಆ ದೇಶಗಳನ್ನು ಅರಾಜಕತೆಗೆ ತಳ್ಳಿದವು. ಐಸಿಸ್‌ನಂತಹ ಉಗ್ರ ಸಂಘಟನೆಗಳ ಉದಯಕ್ಕೂ ಕಾರಣವಾದವು. ಈ ಬಾರಿಯೂ ಅದೇ ತಪ್ಪು ಪುನರಾವರ್ತನೆಯಾಗಬಾರದು. ಭಾರತವು ಇಸ್ರೇಲ್ ಮತ್ತು ಇರಾನ್ ಎರಡೂ ದೇಶಗಳೊಂದಿಗೆ ಉತ್ತಮ ಸಂಬಂಧ ಹೊಂದಿದೆ. ಚಾಬಹಾರ್ ಬಂದರು ಯೋಜನೆ, ಅಂತಾರಾಷ್ಟ್ರೀಯ ಉತ್ತರ-ದಕ್ಷಿಣ ಸಾರಿಗೆ ಕಾರಿಡಾರ್ ಮುಂತಾದವುಗಳಲ್ಲಿ ಭಾರತದ ಹಿತಾಸಕ್ತಿಗಳಿವೆ. ಇಸ್ರೇಲ್ ಜೊತೆ ರಕ್ಷಣಾ, ಕೃಷಿ, ತಂತ್ರಜ್ಞಾನ ಕ್ಷೇತ್ರಗಳಲ್ಲಿ ಗಾಢ ಸಹಕಾರವಿದೆ. ಹೀಗಾಗಿ ಭಾರತ ಸಂಯಮದ ನಿಲುವು ತಳೆದು ಶಾಂತಿ ಮಾತುಕತೆಗೆ ಕರೆ ನೀಡಿದೆ. ಯುದ್ಧವು ಯಾವುದೇ ಸಮಸ್ಯೆಗೆ ಪರಿಹಾರವಲ್ಲ ಎಂಬ ಭಾರತದ ನಿಲುವು ಇಂದಿನ ಸಂದರ್ಭದಲ್ಲಿ ಹೆಚ್ಚು ಪ್ರಸ್ತುತ. ಬೇಕಿಲ್ಲದ ಯುದ್ಧಗಳಲ್ಲಿ, ಬೇಕಿಲ್ಲದ ಉಸಾಬರಿಗಳಲ್ಲಿ ಸಿಲುಕದೆ ರಾಷ್ಟ್ರೀಯ ಹಿತ ಕಾಯುವುದು ಜಾಣತನ. <box>722 133 930 234</box>
article-2-column-3 <box>708 702 930 1080</box>
article-3-column-5 <box>762 1138 930 1434</box>
fighter-jet-photo <box>390 1138 576 1248</box>
masthead-rule-right <box>588 58 804 64</box>
section-rule <box>278 588 930 589</box>
author-email: sompreethi@gmail.com <box>529 195 603 202</box>
article-3-column-2 <box>210 1138 386 1434</box>
editorial-photo <box>36 252 144 324</box>
author-photo <box>604 650 702 736</box>
author-email: rkkalchar@gmail.com <box>504 700 572 707</box>
